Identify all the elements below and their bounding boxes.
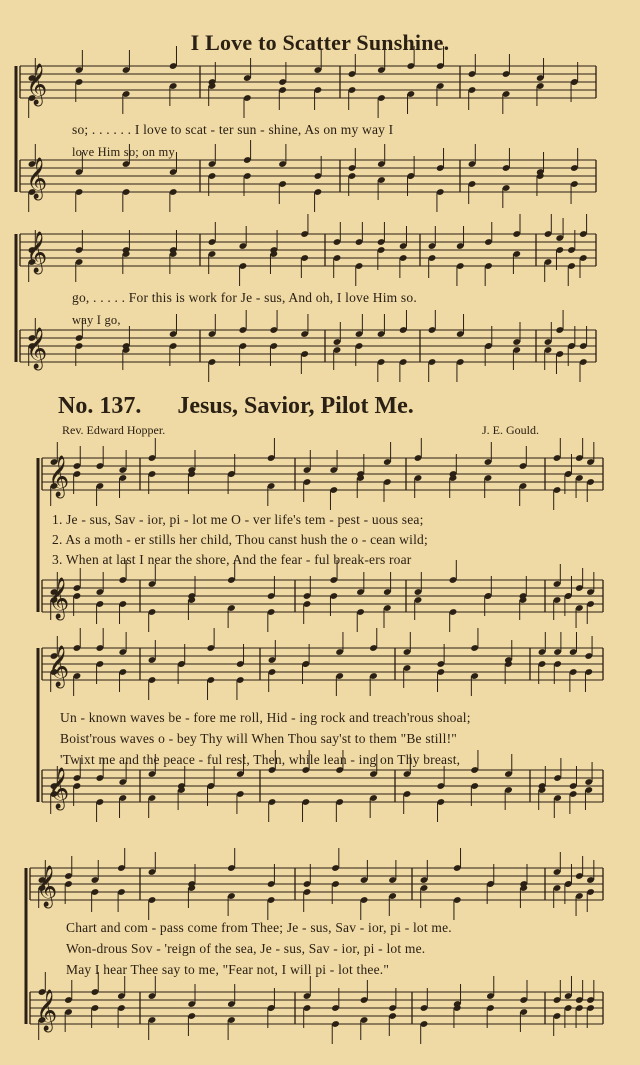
verse-line: Chart and com - pass come from Thee; Je - sus, Sav - ior, pi - lot me. (66, 920, 452, 935)
clef-icon: 𝄞 (48, 768, 70, 809)
prev-lyric-line: go, . . . . . For this is work for Je - sus, And oh, I love Him so. (72, 290, 417, 305)
verse-line: 2. As a moth - er stills her child, Thou canst hush the o - cean wild; (52, 532, 428, 547)
previous-hymn-title: I Love to Scatter Sunshine. (190, 30, 450, 55)
clef-icon: 𝄞 (26, 158, 48, 199)
hymn-title: Jesus, Savior, Pilot Me. (177, 393, 414, 419)
clef-icon: 𝄞 (26, 232, 48, 273)
prev-lyric-line: so; . . . . . . I love to scat - ter sun - shine, As on my way I (72, 122, 394, 137)
author-credit: Rev. Edward Hopper. (62, 423, 166, 437)
prev-lyric-alt: way I go, (72, 313, 121, 327)
clef-icon: 𝄞 (36, 866, 58, 907)
clef-icon: 𝄞 (26, 64, 48, 105)
verse-line: Boist'rous waves o - bey Thy will When Thou say'st to them "Be still!" (60, 731, 457, 746)
composer-credit: J. E. Gould. (482, 423, 539, 437)
verse-line: May I hear Thee say to me, "Fear not, I will pi - lot thee." (66, 962, 390, 977)
clef-icon: 𝄞 (48, 646, 70, 687)
prev-lyric-alt: love Him so; on my (72, 145, 175, 159)
verse-line: Un - known waves be - fore me roll, Hid - ing rock and treach'rous shoal; (60, 710, 471, 725)
verse-line: Won-drous Sov - 'reign of the sea, Je - sus, Sav - ior, pi - lot me. (66, 941, 426, 956)
verse-line: 1. Je - sus, Sav - ior, pi - lot me O - ver life's tem - pest - uous sea; (52, 512, 424, 527)
hymn-number: No. 137. (58, 393, 142, 419)
verse-line: 'Twixt me and the peace - ful rest, Then, while lean - ing on Thy breast, (60, 752, 461, 767)
verse-line: 3. When at last I near the shore, And the fear - ful break-ers roar (52, 552, 412, 567)
hymn-heading (58, 393, 414, 420)
clef-icon: 𝄞 (48, 456, 70, 497)
clef-icon: 𝄞 (48, 578, 70, 619)
clef-icon: 𝄞 (36, 990, 58, 1031)
clef-icon: 𝄞 (26, 328, 48, 369)
